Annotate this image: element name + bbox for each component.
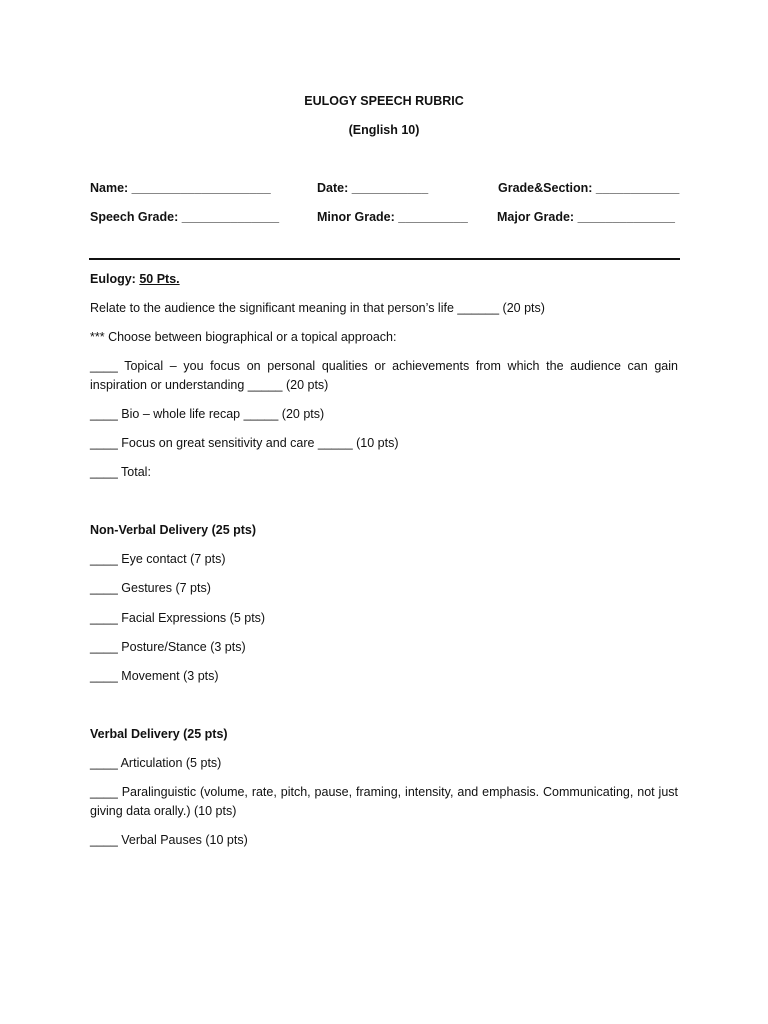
nonverbal-item: ____ Posture/Stance (3 pts) (90, 640, 246, 654)
name-field: Name: ____________________ (90, 181, 271, 195)
verbal-heading: Verbal Delivery (25 pts) (90, 727, 228, 741)
nonverbal-heading: Non-Verbal Delivery (25 pts) (90, 523, 257, 537)
eulogy-points: 50 Pts. (139, 272, 180, 286)
document-title: EULOGY SPEECH RUBRIC (304, 94, 464, 108)
eulogy-focus-item: ____ Focus on great sensitivity and care _____ (10 pts) (90, 436, 399, 450)
header-divider (89, 258, 680, 260)
date-field: Date: ___________ (317, 181, 429, 195)
speech-grade-field: Speech Grade: ______________ (90, 210, 280, 224)
nonverbal-item: ____ Gestures (7 pts) (90, 581, 211, 595)
eulogy-topical-item: ____ Topical – you focus on personal qualities or achievements from which the audience can gain inspiration or understanding _____ (20 pts) (90, 359, 678, 392)
nonverbal-item: ____ Facial Expressions (5 pts) (90, 611, 266, 625)
document-subtitle: (English 10) (348, 123, 420, 137)
eulogy-label: Eulogy: (90, 272, 136, 286)
nonverbal-item: ____ Eye contact (7 pts) (90, 552, 226, 566)
verbal-item: ____ Verbal Pauses (10 pts) (90, 833, 248, 847)
minor-grade-field: Minor Grade: __________ (317, 210, 468, 224)
eulogy-relate-item: Relate to the audience the significant meaning in that person’s life ______ (20 pts) (90, 301, 545, 315)
eulogy-approach-instruction: *** Choose between biographical or a topical approach: (90, 330, 397, 344)
eulogy-bio-item: ____ Bio – whole life recap _____ (20 pts) (90, 407, 325, 421)
verbal-item: ____ Paralinguistic (volume, rate, pitch, pause, framing, intensity, and emphasis. Communicating, not just giving data orally.) (10 pts) (90, 785, 678, 818)
grade-section-field: Grade&Section: ____________ (498, 181, 680, 195)
nonverbal-item: ____ Movement (3 pts) (90, 669, 219, 683)
eulogy-total: ____ Total: (90, 465, 151, 479)
major-grade-field: Major Grade: ______________ (497, 210, 675, 224)
eulogy-heading (90, 270, 678, 289)
verbal-item: ____ Articulation (5 pts) (90, 756, 222, 770)
